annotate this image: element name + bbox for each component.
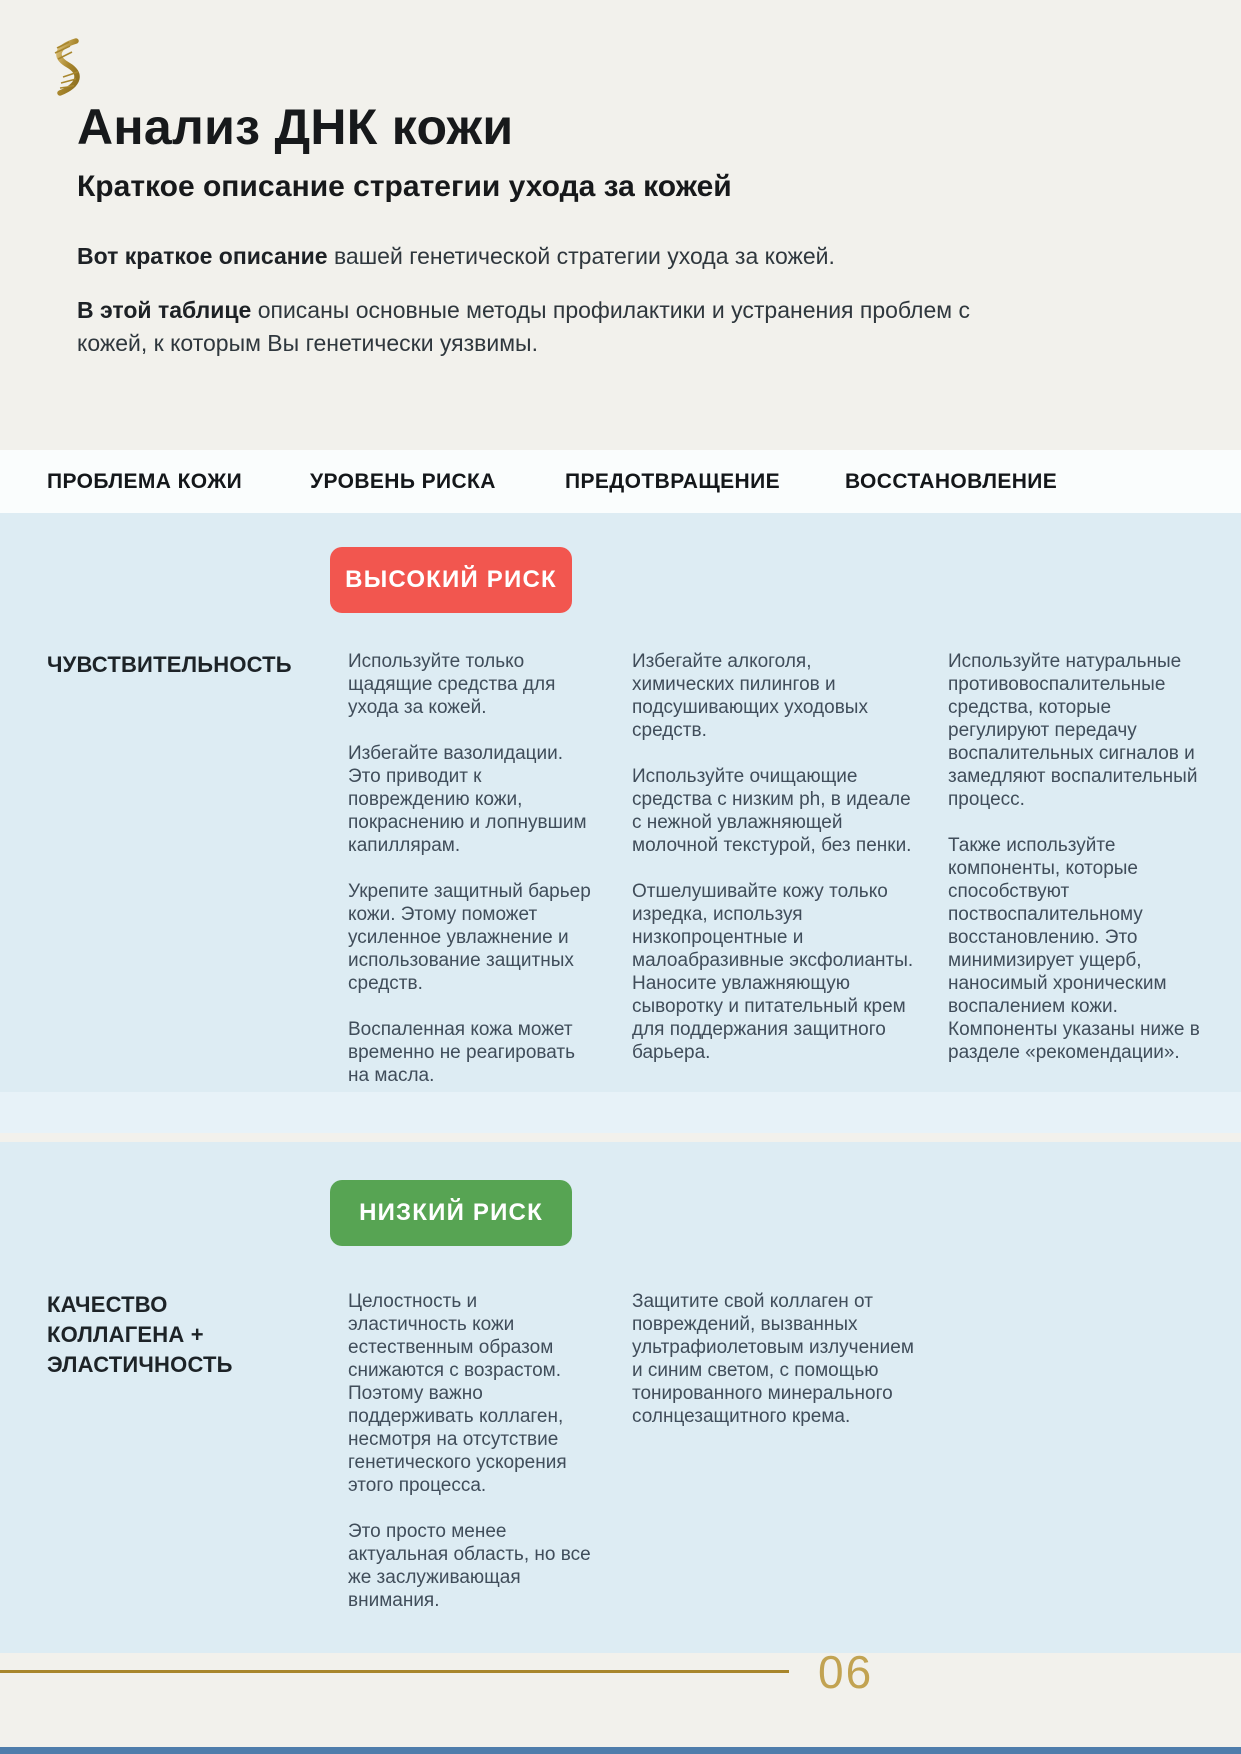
- section-high-risk: [0, 513, 1241, 1133]
- low-risk-badge: НИЗКИЙ РИСК: [330, 1180, 572, 1246]
- bottom-accent-bar: [0, 1747, 1241, 1754]
- intro-block: [77, 240, 989, 381]
- page-subtitle: Краткое описание стратегии ухода за кожей: [77, 170, 732, 203]
- column-header-prevention: ПРЕДОТВРАЩЕНИЕ: [565, 469, 780, 493]
- prevention-cell: Избегайте алкоголя, химических пилингов и подсушивающих уходовых средств. Используйте очищающие средства с низким ph, в идеале с нежной увлажняющей молочной текстурой, без пенки. Отшелушивайте кожу только изредка, используя низкопроцентные и малоабразивные эксфолианты. Наносите увлажняющую сыворотку и питательный крем для поддержания защитного барьера.: [632, 651, 914, 1063]
- column-header-risk-level: УРОВЕНЬ РИСКА: [310, 469, 496, 493]
- section-low-risk: [0, 1142, 1241, 1653]
- problem-label: КАЧЕСТВО КОЛЛАГЕНА + ЭЛАСТИЧНОСТЬ: [47, 1292, 233, 1377]
- intro-paragraph: [77, 240, 989, 273]
- high-risk-badge: ВЫСОКИЙ РИСК: [330, 547, 572, 613]
- footer-gold-divider: [0, 1670, 789, 1673]
- risk-level-cell: Целостность и эластичность кожи естественным образом снижаются с возрастом. Поэтому важно поддерживать коллаген, несмотря на отсутствие генетического ускорения этого процесса. Это просто менее актуальная область, но все же заслуживающая внимания.: [348, 1291, 591, 1611]
- intro-paragraph: [77, 294, 989, 360]
- intro-text: вашей генетической стратегии ухода за кожей.: [327, 243, 835, 269]
- table-row: [0, 1290, 1241, 1635]
- recovery-cell: Используйте натуральные противовоспалительные средства, которые регулируют передачу воспалительных сигналов и замедляют воспалительный процесс. Также используйте компоненты, которые способствуют поствоспалительному восстановлению. Это минимизирует ущерб, наносимый хроническим воспалением кожи. Компоненты указаны ниже в разделе «рекомендации».: [948, 651, 1200, 1063]
- page-title: Анализ ДНК кожи: [77, 99, 514, 155]
- dna-helix-logo-icon: [50, 38, 84, 103]
- column-header-skin-problem: ПРОБЛЕМА КОЖИ: [47, 469, 243, 493]
- risk-level-cell: Используйте только щадящие средства для ухода за кожей. Избегайте вазолидации. Это приводит к повреждению кожи, покраснению и лопнувшим капиллярам. Укрепите защитный барьер кожи. Этому поможет усиленное увлажнение и использование защитных средств. Воспаленная кожа может временно не реагировать на масла.: [348, 651, 591, 1086]
- page-number: 06: [818, 1646, 874, 1698]
- prevention-cell: Защитите свой коллаген от повреждений, вызванных ультрафиолетовым излучением и синим светом, с помощью тонированного минерального солнцезащитного крема.: [632, 1291, 914, 1427]
- table-row: [0, 650, 1241, 1110]
- problem-label: ЧУВСТВИТЕЛЬНОСТЬ: [47, 652, 292, 677]
- intro-lead: В этой таблице: [77, 297, 252, 323]
- intro-text: описаны основные методы профилактики и устранения проблем с кожей, к которым Вы генетически уязвимы.: [77, 297, 970, 356]
- intro-lead: Вот краткое описание: [77, 243, 328, 269]
- table-header-row: [0, 450, 1241, 513]
- recovery-cell: [948, 1290, 1240, 1635]
- column-header-recovery: ВОССТАНОВЛЕНИЕ: [845, 469, 1058, 493]
